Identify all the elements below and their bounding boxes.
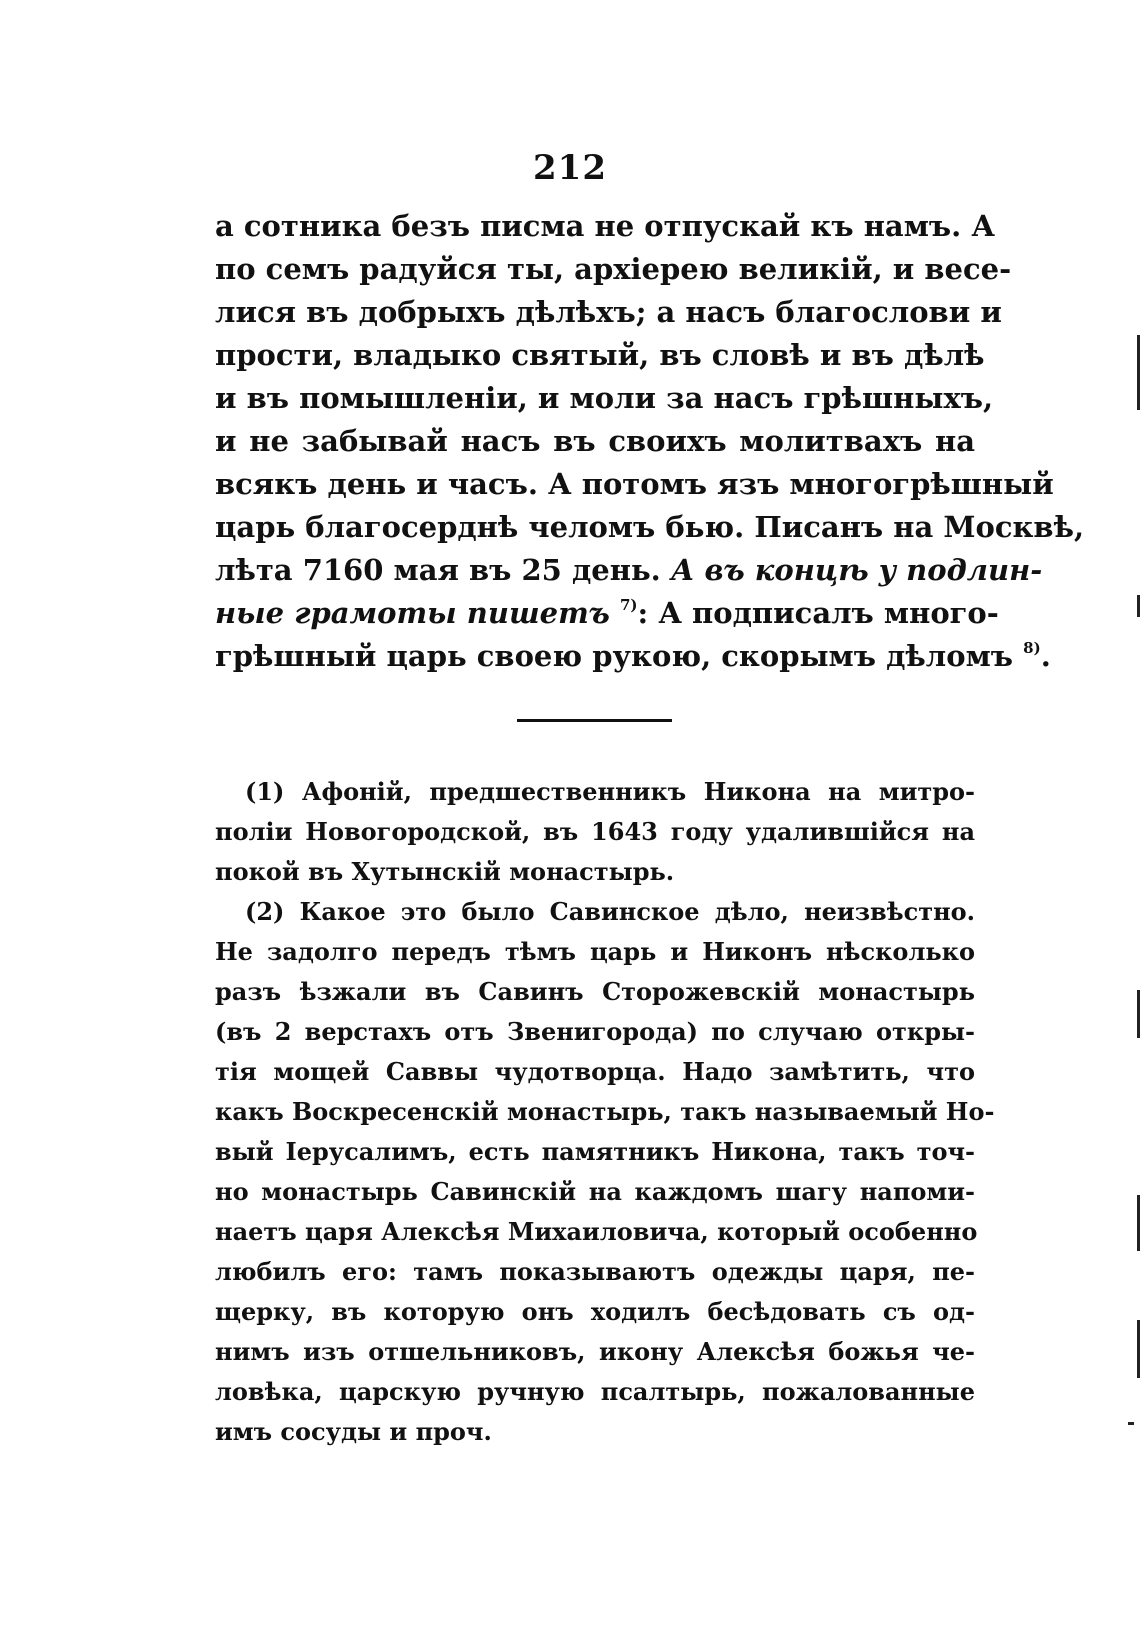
- footnote-line: имъ сосуды и проч.: [215, 1417, 492, 1446]
- main-line-mixed: [215, 592, 999, 635]
- main-line: по семъ радуйся ты, архіерею великій, и весе-: [215, 252, 1012, 286]
- footnote-line: разъ ѣзжали въ Савинъ Сторожевскій монастырь: [215, 977, 975, 1006]
- main-line: всякъ день и часъ. А потомъ язъ многогрѣшный: [215, 467, 1054, 501]
- main-line: а сотника безъ писма не отпускай къ намъ. А: [215, 209, 995, 243]
- footnote-line: (въ 2 верстахъ отъ Звенигорода) по случаю откры-: [215, 1017, 975, 1046]
- main-line: царь благосерднѣ челомъ бью. Писанъ на Москвѣ,: [215, 510, 1085, 544]
- main-line-mixed: [215, 549, 1043, 592]
- italic-remark: А въ концѣ у подлин-: [670, 553, 1043, 587]
- footnote-line: щерку, въ которую онъ ходилъ бесѣдовать съ од-: [215, 1297, 975, 1326]
- main-text: [215, 205, 1085, 678]
- footnote-ref-8: 8): [1023, 639, 1041, 657]
- main-line-last: [215, 635, 1051, 678]
- section-divider: [517, 719, 672, 722]
- italic-remark: ные грамоты пишетъ: [215, 596, 610, 630]
- scan-edge-mark: [1128, 1422, 1134, 1425]
- main-line: лися въ добрыхъ дѣлѣхъ; а насъ благослови и: [215, 295, 1002, 329]
- footnote-line: тія мощей Саввы чудотворца. Надо замѣтить, что: [215, 1057, 975, 1086]
- footnotes: [215, 772, 995, 1452]
- main-line: и не забывай насъ въ своихъ молитвахъ на: [215, 424, 975, 458]
- footnote-line: ловѣка, царскую ручную псалтырь, пожалованные: [215, 1377, 975, 1406]
- footnote-line: но монастырь Савинскій на каждомъ шагу напоми-: [215, 1177, 975, 1206]
- main-line-text: грѣшный царь своею рукою, скорымъ дѣломъ: [215, 639, 1014, 673]
- page-number: 212: [533, 148, 607, 188]
- main-line: и въ помышленіи, и моли за насъ грѣшныхъ,: [215, 381, 994, 415]
- main-line: прости, владыко святый, въ словѣ и въ дѣлѣ: [215, 338, 985, 372]
- footnote-line: вый Іерусалимъ, есть памятникъ Никона, такъ точ-: [215, 1137, 975, 1166]
- footnote-line: любилъ его: тамъ показываютъ одежды царя, пе-: [215, 1257, 975, 1286]
- main-line-end: .: [1040, 639, 1051, 673]
- footnote-line: нимъ изъ отшельниковъ, икону Алексѣя божья че-: [215, 1337, 975, 1366]
- footnote-line: покой въ Хутынскій монастырь.: [215, 857, 675, 886]
- footnote-line: поліи Новогородской, въ 1643 году удалившійся на: [215, 817, 975, 846]
- footnote-ref-7: 7): [619, 596, 638, 614]
- main-line-text: лѣта 7160 мая въ 25 день.: [215, 553, 661, 587]
- main-line-text: : А подписалъ много-: [637, 596, 999, 630]
- footnote-line: (2) Какое это было Савинское дѣло, неизвѣстно.: [245, 897, 975, 926]
- footnote-line: какъ Воскресенскій монастырь, такъ называемый Но-: [215, 1097, 995, 1126]
- footnote-line: Не задолго передъ тѣмъ царь и Никонъ нѣсколько: [215, 937, 975, 966]
- footnote-line: наетъ царя Алексѣя Михаиловича, который особенно: [215, 1217, 978, 1246]
- footnote-line: (1) Афоній, предшественникъ Никона на митро-: [245, 777, 975, 806]
